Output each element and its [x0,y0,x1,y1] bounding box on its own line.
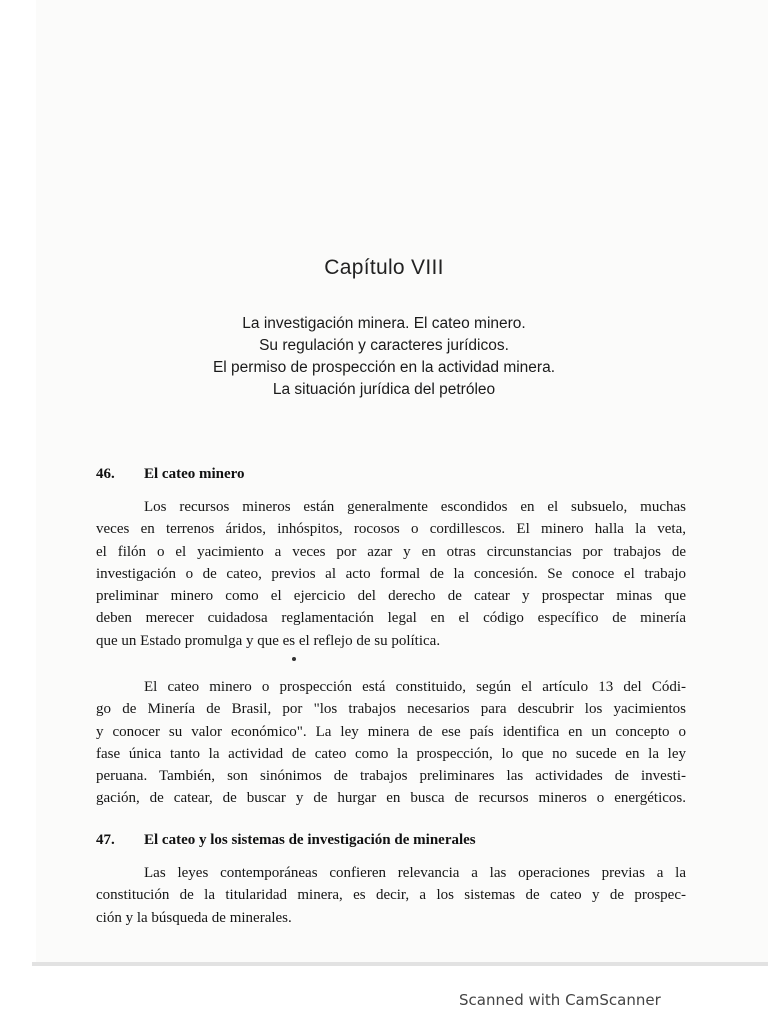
text-line: peruana. También, son sinónimos de trabajos preliminares las actividades de investi- [96,768,686,785]
text-line: el filón o el yacimiento a veces por azar y en otras circunstancias por trabajos de [96,543,686,560]
paragraph [96,676,686,810]
text-line: y conocer su valor económico". La ley minera de ese país identifica en un concepto o [96,723,686,740]
text-line: go de Minería de Brasil, por "los trabajos necesarios para descubrir los yacimientos [96,701,686,718]
text-line: ción y la búsqueda de minerales. [96,909,292,926]
page-edge [32,962,768,966]
camscanner-watermark: Scanned with CamScanner [459,991,661,1009]
subtitle-line: La situación jurídica del petróleo [272,381,496,398]
text-line: constitución de la titularidad minera, es decir, a los sistemas de cateo y de prospec- [96,887,686,904]
section-number: 46. [96,466,115,482]
text-line: que un Estado promulga y que es el reflejo de su política. [96,632,441,649]
section-title: El cateo minero [144,466,245,482]
text-line: veces en terrenos áridos, inhóspitos, rocosos o cordillescos. El minero halla la veta, [96,521,686,538]
scan-speck [292,657,296,661]
subtitle-line: Su regulación y caracteres jurídicos. [259,337,509,354]
text-line: preliminar minero como el ejercicio del derecho de catear y prospectar minas que [96,588,686,605]
chapter-subtitle [0,313,768,401]
text-line: deben merecer cuidadosa reglamentación legal en el código específico de minería [96,610,686,627]
section-title: El cateo y los sistemas de investigación de minerales [144,832,476,848]
chapter-heading: Capítulo VIII [324,256,444,279]
text-line: gación, de catear, de buscar y de hurgar en busca de recursos mineros o energéticos. [96,790,686,807]
subtitle-line: La investigación minera. El cateo minero. [242,315,526,332]
text-line: fase única tanto la actividad de cateo como la prospección, lo que no sucede en la ley [96,745,686,762]
section-heading-46 [96,466,245,483]
subtitle-line: El permiso de prospección en la actividad minera. [212,359,556,376]
text-line: El cateo minero o prospección está constituido, según el artículo 13 del Códi- [144,679,686,695]
scanned-page [36,0,768,966]
section-heading-47 [96,832,476,849]
text-line: Las leyes contemporáneas confieren relevancia a las operaciones previas a la [144,865,686,881]
paragraph [96,496,686,652]
text-line: investigación o de cateo, previos al acto formal de la concesión. Se conoce el trabajo [96,565,686,582]
paragraph [96,862,686,929]
section-number: 47. [96,832,115,848]
text-line: Los recursos mineros están generalmente escondidos en el subsuelo, muchas [144,499,686,515]
